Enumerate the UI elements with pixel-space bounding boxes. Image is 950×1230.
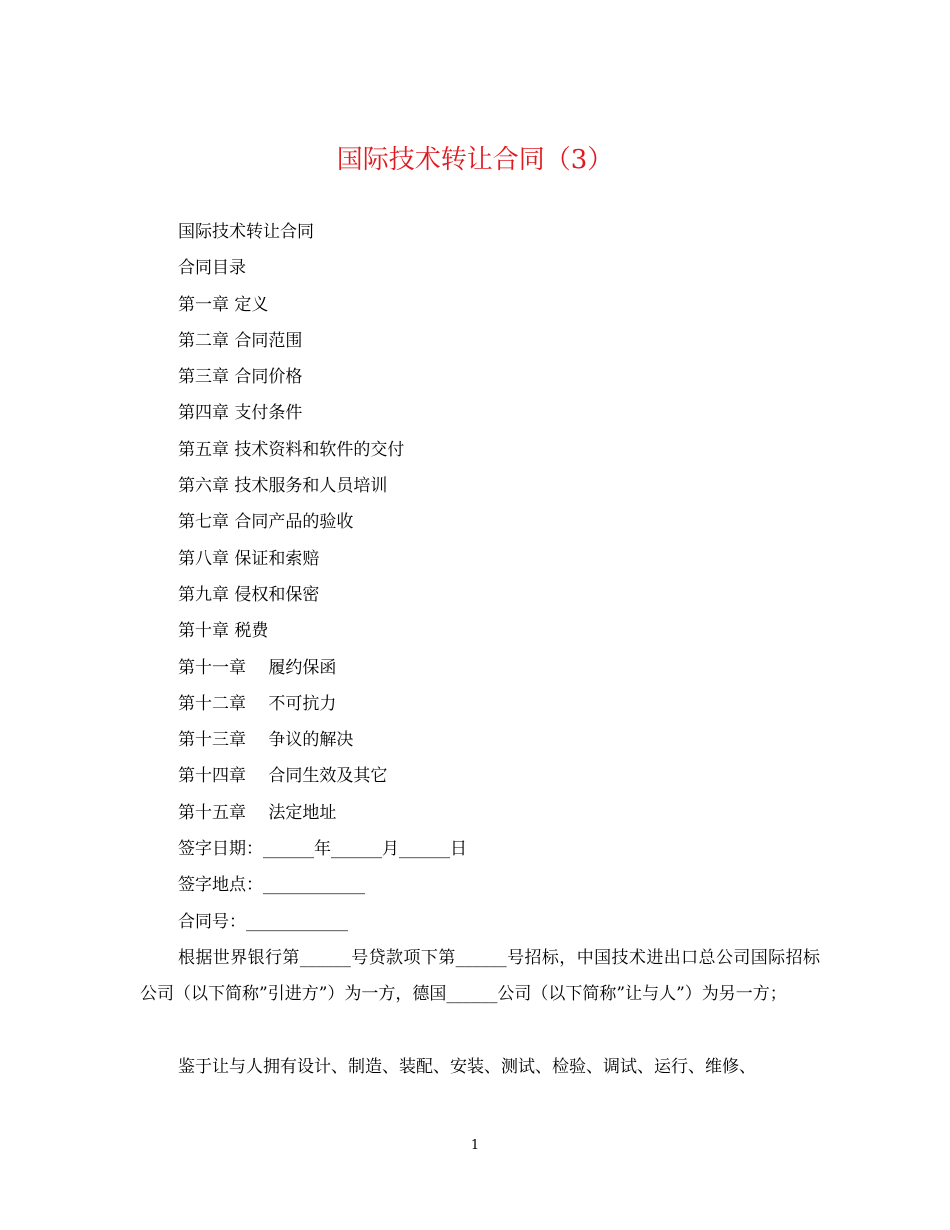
outline-line: 国际技术转让合同 xyxy=(178,222,314,242)
outline-line: 第十章 税费 xyxy=(178,621,269,642)
signing-date-line: 签字日期：______年______月______日 xyxy=(178,839,467,860)
outline-line: 第五章 技术资料和软件的交付 xyxy=(178,439,405,460)
outline-line: 第九章 侵权和保密 xyxy=(178,584,320,605)
outline-line: 第十二章 不可抗力 xyxy=(178,693,337,714)
contract-number-line: 合同号：____________ xyxy=(178,911,348,932)
contract-outline xyxy=(178,214,818,940)
outline-line: 第十一章 履约保函 xyxy=(178,657,337,678)
outline-line: 第四章 支付条件 xyxy=(178,403,303,424)
outline-line: 第一章 定义 xyxy=(178,294,269,315)
outline-line: 第十五章 法定地址 xyxy=(178,802,337,823)
outline-line: 第十三章 争议的解决 xyxy=(178,730,354,751)
body-paragraph: 鉴于让与人拥有设计、制造、装配、安装、测试、检验、调试、运行、维修、 xyxy=(178,1057,756,1077)
outline-line: 合同目录 xyxy=(178,258,246,279)
outline-line: 第七章 合同产品的验收 xyxy=(178,512,354,533)
outline-line: 第六章 技术服务和人员培训 xyxy=(178,476,388,497)
signing-place-line: 签字地点：____________ xyxy=(178,875,365,896)
outline-line: 第八章 保证和索赔 xyxy=(178,548,320,569)
page-number: 1 xyxy=(470,1138,480,1153)
outline-line: 第三章 合同价格 xyxy=(178,367,303,388)
outline-line: 第二章 合同范围 xyxy=(178,330,303,351)
body-paragraph: 根据世界银行第______号贷款项下第______号招标，中国技术进出口总公司国际招标公司（以下简称”引进方”）为一方，德国______公司（以下简称”让与人”）为另一方； xyxy=(140,948,820,1005)
document-title: 国际技术转让合同（3） xyxy=(336,145,614,175)
outline-line: 第十四章 合同生效及其它 xyxy=(178,766,388,787)
